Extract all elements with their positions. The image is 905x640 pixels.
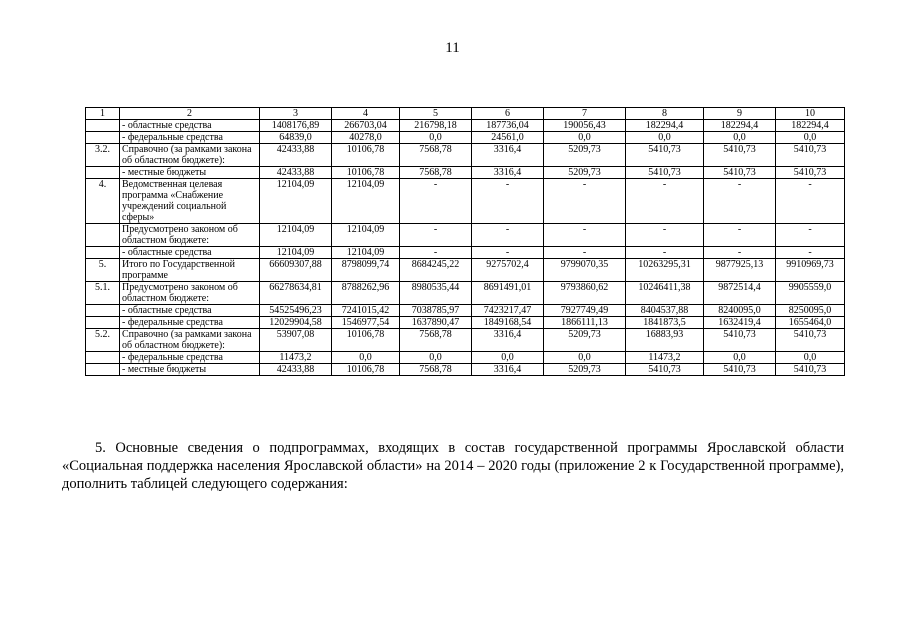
row-label: - федеральные средства [120, 317, 260, 329]
table-cell: 182294,4 [776, 120, 845, 132]
row-number [86, 120, 120, 132]
table-row [86, 364, 845, 376]
row-label: - областные средства [120, 120, 260, 132]
table-cell: 5410,73 [704, 144, 776, 167]
table-cell: 10106,78 [332, 167, 400, 179]
table-cell: 66278634,81 [260, 282, 332, 305]
table-cell: 9275702,4 [472, 259, 544, 282]
table-cell: 216798,18 [400, 120, 472, 132]
table-cell: 1546977,54 [332, 317, 400, 329]
table-row [86, 352, 845, 364]
table-cell: 7568,78 [400, 364, 472, 376]
row-number [86, 317, 120, 329]
table-cell: 16883,93 [626, 329, 704, 352]
column-header: 1 [86, 108, 120, 120]
table-cell: 5410,73 [626, 144, 704, 167]
table-row [86, 329, 845, 352]
table-cell: 0,0 [776, 132, 845, 144]
table-cell: 42433,88 [260, 167, 332, 179]
column-header: 2 [120, 108, 260, 120]
table-cell: 12104,09 [260, 247, 332, 259]
table-cell: 7568,78 [400, 144, 472, 167]
table-cell: 8798099,74 [332, 259, 400, 282]
column-header: 4 [332, 108, 400, 120]
table-cell: 0,0 [472, 352, 544, 364]
table-cell: 9905559,0 [776, 282, 845, 305]
table-cell: - [472, 247, 544, 259]
table-cell: 5410,73 [776, 167, 845, 179]
table-cell: 1849168,54 [472, 317, 544, 329]
table-row [86, 282, 845, 305]
table-row [86, 120, 845, 132]
table-cell: 0,0 [704, 132, 776, 144]
table-cell: - [704, 247, 776, 259]
table-cell: 5209,73 [544, 144, 626, 167]
table-cell: 0,0 [776, 352, 845, 364]
table-cell: 10246411,38 [626, 282, 704, 305]
table-cell: 3316,4 [472, 329, 544, 352]
table-cell: - [400, 179, 472, 224]
table-cell: 11473,2 [260, 352, 332, 364]
table-cell: 182294,4 [704, 120, 776, 132]
column-header: 10 [776, 108, 845, 120]
table-row [86, 179, 845, 224]
table-row [86, 132, 845, 144]
table-row [86, 305, 845, 317]
table-row [86, 224, 845, 247]
table-cell: 7568,78 [400, 167, 472, 179]
table-cell: 190056,43 [544, 120, 626, 132]
table-cell: 0,0 [544, 352, 626, 364]
table-cell: 8684245,22 [400, 259, 472, 282]
table-cell: 7927749,49 [544, 305, 626, 317]
table-cell: 53907,08 [260, 329, 332, 352]
table-cell: 12104,09 [332, 179, 400, 224]
table-cell: 5410,73 [704, 364, 776, 376]
row-label: Справочно (за рамками закона об областном бюджете): [120, 144, 260, 167]
table-cell: 266703,04 [332, 120, 400, 132]
column-header: 8 [626, 108, 704, 120]
table-cell: 42433,88 [260, 144, 332, 167]
row-number: 5. [86, 259, 120, 282]
table-cell: 0,0 [704, 352, 776, 364]
table-cell: 7568,78 [400, 329, 472, 352]
table-cell: 8788262,96 [332, 282, 400, 305]
table-cell: 7423217,47 [472, 305, 544, 317]
table-cell: 5410,73 [626, 364, 704, 376]
table-cell: 1841873,5 [626, 317, 704, 329]
table-cell: - [626, 247, 704, 259]
row-label: - федеральные средства [120, 352, 260, 364]
table-cell: 3316,4 [472, 167, 544, 179]
table-cell: - [776, 179, 845, 224]
table-cell: 0,0 [400, 132, 472, 144]
row-label: Предусмотрено законом об областном бюджете: [120, 282, 260, 305]
table-cell: 9877925,13 [704, 259, 776, 282]
row-number [86, 352, 120, 364]
table-cell: 8980535,44 [400, 282, 472, 305]
table-cell: 10106,78 [332, 329, 400, 352]
row-label: Ведомственная целевая программа «Снабжение учреждений социальной сферы» [120, 179, 260, 224]
table-cell: - [544, 247, 626, 259]
table-cell: 3316,4 [472, 364, 544, 376]
column-header: 5 [400, 108, 472, 120]
table-cell: 1408176,89 [260, 120, 332, 132]
column-header: 7 [544, 108, 626, 120]
table-cell: 54525496,23 [260, 305, 332, 317]
row-number: 5.1. [86, 282, 120, 305]
table-cell: 12104,09 [332, 224, 400, 247]
table-cell: - [400, 247, 472, 259]
row-label: Итого по Государственной программе [120, 259, 260, 282]
table-cell: - [472, 224, 544, 247]
table-cell: 10106,78 [332, 364, 400, 376]
table-cell: - [704, 179, 776, 224]
table-cell: 5410,73 [704, 329, 776, 352]
table-cell: 5209,73 [544, 364, 626, 376]
table-row [86, 167, 845, 179]
table-cell: 12104,09 [332, 247, 400, 259]
row-number [86, 224, 120, 247]
table-cell: 9799070,35 [544, 259, 626, 282]
table-cell: - [544, 179, 626, 224]
table-cell: 8250095,0 [776, 305, 845, 317]
table-cell: - [626, 179, 704, 224]
row-number: 3.2. [86, 144, 120, 167]
table-cell: 5410,73 [776, 364, 845, 376]
table-cell: 5209,73 [544, 329, 626, 352]
row-number [86, 364, 120, 376]
row-number [86, 247, 120, 259]
table-cell: - [400, 224, 472, 247]
table-cell: 0,0 [544, 132, 626, 144]
table-cell: 40278,0 [332, 132, 400, 144]
table-cell: 187736,04 [472, 120, 544, 132]
table-cell: 12104,09 [260, 224, 332, 247]
table-cell: - [544, 224, 626, 247]
table-row [86, 247, 845, 259]
table-cell: 9910969,73 [776, 259, 845, 282]
table-cell: 8404537,88 [626, 305, 704, 317]
table-cell: 0,0 [332, 352, 400, 364]
column-header: 6 [472, 108, 544, 120]
row-label: - областные средства [120, 247, 260, 259]
row-number: 4. [86, 179, 120, 224]
table-cell: 0,0 [400, 352, 472, 364]
table-cell: 1655464,0 [776, 317, 845, 329]
table-cell: 12104,09 [260, 179, 332, 224]
row-label: Предусмотрено законом об областном бюджете: [120, 224, 260, 247]
table-cell: 1632419,4 [704, 317, 776, 329]
table-cell: 42433,88 [260, 364, 332, 376]
table-cell: 182294,4 [626, 120, 704, 132]
table-cell: 64839,0 [260, 132, 332, 144]
table-row [86, 317, 845, 329]
table-cell: 7241015,42 [332, 305, 400, 317]
row-label: - федеральные средства [120, 132, 260, 144]
table-cell: - [776, 247, 845, 259]
table-cell: 11473,2 [626, 352, 704, 364]
table-cell: 24561,0 [472, 132, 544, 144]
row-number [86, 305, 120, 317]
row-number: 5.2. [86, 329, 120, 352]
column-header: 9 [704, 108, 776, 120]
table-cell: - [472, 179, 544, 224]
table-cell: 5410,73 [776, 329, 845, 352]
page-number: 11 [445, 40, 460, 56]
budget-table [85, 107, 845, 376]
table-cell: - [626, 224, 704, 247]
table-cell: 5209,73 [544, 167, 626, 179]
table-row [86, 144, 845, 167]
table-cell: 10106,78 [332, 144, 400, 167]
table-cell: 8691491,01 [472, 282, 544, 305]
table-cell: 9793860,62 [544, 282, 626, 305]
table-cell: 5410,73 [776, 144, 845, 167]
table-cell: - [704, 224, 776, 247]
row-label: - местные бюджеты [120, 364, 260, 376]
table-cell: 66609307,88 [260, 259, 332, 282]
column-header: 3 [260, 108, 332, 120]
table-cell: 8240095,0 [704, 305, 776, 317]
table-header-row [86, 108, 845, 120]
table-cell: 3316,4 [472, 144, 544, 167]
row-number [86, 167, 120, 179]
table-cell: 0,0 [626, 132, 704, 144]
row-label: - местные бюджеты [120, 167, 260, 179]
table-cell: 7038785,97 [400, 305, 472, 317]
table-cell: 1866111,13 [544, 317, 626, 329]
row-label: Справочно (за рамками закона об областном бюджете): [120, 329, 260, 352]
table-cell: 5410,73 [626, 167, 704, 179]
table-cell: 10263295,31 [626, 259, 704, 282]
row-label: - областные средства [120, 305, 260, 317]
table-cell: - [776, 224, 845, 247]
table-cell: 1637890,47 [400, 317, 472, 329]
table-cell: 9872514,4 [704, 282, 776, 305]
table-cell: 12029904,58 [260, 317, 332, 329]
body-paragraph: 5. Основные сведения о подпрограммах, входящих в состав государственной программы Ярославской области «Социальная поддержка населения Ярославской области» на 2014 – 2020 годы (приложение 2 к Государственной программе), дополнить таблицей следующего содержания: [62, 440, 844, 492]
table-cell: 5410,73 [704, 167, 776, 179]
table-row [86, 259, 845, 282]
row-number [86, 132, 120, 144]
